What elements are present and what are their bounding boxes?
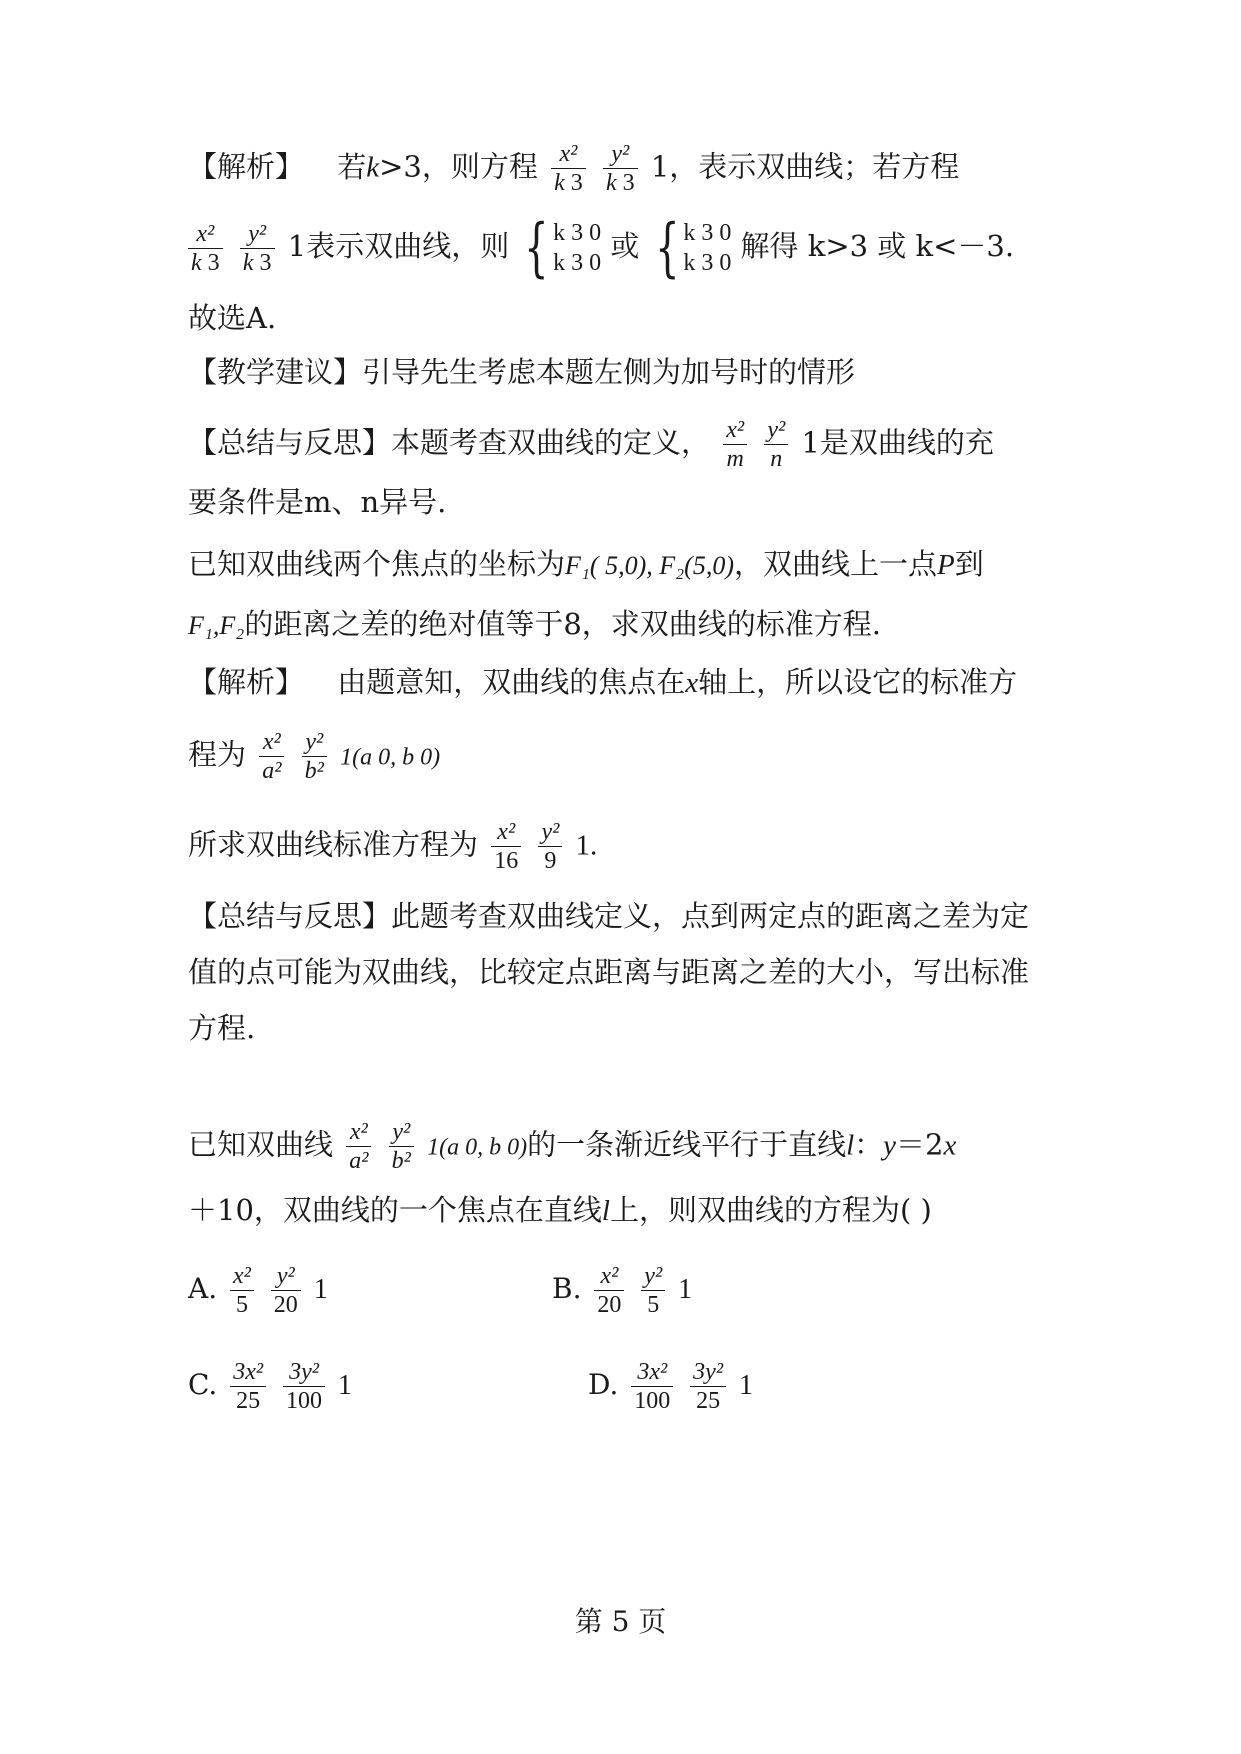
analysis-tag: 【解析】	[188, 149, 305, 184]
inequality-system: k 3 0 k 3 0	[683, 220, 732, 276]
analysis-line-1: 【解析】 若k>3，则方程 $\frac{\text{x²}}{k 3}$ $\frac{\text{y²}}{k 3}$ 1，表示双曲线；若方程	[188, 141, 960, 196]
fraction: $\frac{\text{x²}}{16}$	[491, 818, 521, 875]
summary-2-line-3: 方程.	[188, 1011, 256, 1045]
solution-2-line-2: 程为 $\frac{\text{x²}}{\text{a²}}$ $\frac{\text{y²}}{\text{b²}}$ 1(a 0, b 0)	[188, 729, 441, 784]
fraction: $\frac{\text{3x²}}{25}$	[230, 1358, 266, 1415]
summary-2-line-1: 【总结与反思】此题考查双曲线定义，点到两定点的距离之差为定	[188, 899, 1030, 933]
option-c[interactable]: C. $\frac{\text{3x²}}{25}$ $\frac{\text{3y²}}{100}$ 1	[188, 1359, 352, 1414]
left-brace: {	[524, 211, 549, 285]
page-number: 第 5 页	[574, 1605, 667, 1638]
option-a[interactable]: A. $\frac{\text{x²}}{5}$ $\frac{\text{y²}}{20}$ 1	[188, 1263, 328, 1318]
problem-3-line-1: 已知双曲线 $\frac{\text{x²}}{\text{a²}}$ $\frac{\text{y²}}{\text{b²}}$ 1(a 0, b 0)的一条渐近线平行于直线l：y＝2x	[188, 1119, 957, 1174]
fraction: $\frac{\text{y²}}{9}$	[538, 818, 562, 875]
fraction: $\frac{\text{x²}}{\text{a²}}$	[346, 1118, 371, 1175]
fraction: $\frac{\text{x²}}{\text{a²}}$	[259, 728, 284, 785]
summary-2-line-2: 值的点可能为双曲线，比较定点距离与距离之差的大小，写出标准	[188, 955, 1030, 989]
fraction: $\frac{\text{y²}}{\text{b²}}$	[389, 1118, 414, 1175]
fraction: $\frac{\text{y²}}{5}$	[641, 1262, 665, 1319]
option-d[interactable]: D. $\frac{\text{3x²}}{100}$ $\frac{\text{3y²}}{25}$ 1	[588, 1359, 753, 1414]
analysis-line-2: $\frac{\text{x²}}{k 3}$ $\frac{\text{y²}}{k 3}$ 1表示双曲线，则 { k 3 0 k 3 0 或 { k 3 0 k 3 0 解得 k>3 或 k<－3.	[188, 216, 1014, 280]
fraction: $\frac{\text{3y²}}{100}$	[283, 1358, 325, 1415]
fraction: $\frac{\text{y²}}{\text{b²}}$	[302, 728, 327, 785]
summary-line-1: 【总结与反思】本题考查双曲线的定义， $\frac{\text{x²}}{m}$ $\frac{\text{y²}}{n}$ 1是双曲线的充	[188, 417, 994, 472]
solution-2-answer: 所求双曲线标准方程为 $\frac{\text{x²}}{16}$ $\frac{\text{y²}}{9}$ 1.	[188, 819, 598, 874]
fraction: $\frac{\text{y²}}{k 3}$	[603, 140, 638, 197]
fraction: $\frac{\text{3y²}}{25}$	[690, 1358, 726, 1415]
solution-2-line-1: 【解析】 由题意知，双曲线的焦点在x轴上，所以设它的标准方	[188, 665, 1018, 699]
summary-line-2: 要条件是m、n异号.	[188, 485, 447, 519]
fraction: $\frac{\text{3x²}}{100}$	[631, 1358, 673, 1415]
fraction: $\frac{\text{x²}}{k 3}$	[188, 220, 223, 277]
option-b[interactable]: B. $\frac{\text{x²}}{20}$ $\frac{\text{y²}}{5}$ 1	[552, 1263, 693, 1318]
fraction: $\frac{\text{y²}}{n}$	[764, 416, 788, 473]
fraction: $\frac{\text{x²}}{20}$	[594, 1262, 624, 1319]
fraction: $\frac{\text{x²}}{k 3}$	[551, 140, 586, 197]
inequality-system: k 3 0 k 3 0	[553, 220, 602, 276]
problem-2-line-2: F₁,F₂的距离之差的绝对值等于8，求双曲线的标准方程.	[188, 607, 882, 641]
problem-2-line-1: 已知双曲线两个焦点的坐标为F₁( 5,0), F₂(5,0)，双曲线上一点P到	[188, 547, 984, 581]
left-brace: {	[654, 211, 680, 285]
fraction: $\frac{\text{x²}}{m}$	[723, 416, 747, 473]
fraction: $\frac{\text{x²}}{5}$	[230, 1262, 254, 1319]
conclusion-line: 故选A.	[188, 301, 277, 335]
problem-3-line-2: ＋10，双曲线的一个焦点在直线l上，则双曲线的方程为( )	[188, 1193, 932, 1227]
fraction: $\frac{\text{y²}}{20}$	[271, 1262, 301, 1319]
teaching-suggestion: 【教学建议】引导先生考虑本题左侧为加号时的情形	[188, 355, 856, 389]
fraction: $\frac{\text{y²}}{k 3}$	[240, 220, 275, 277]
